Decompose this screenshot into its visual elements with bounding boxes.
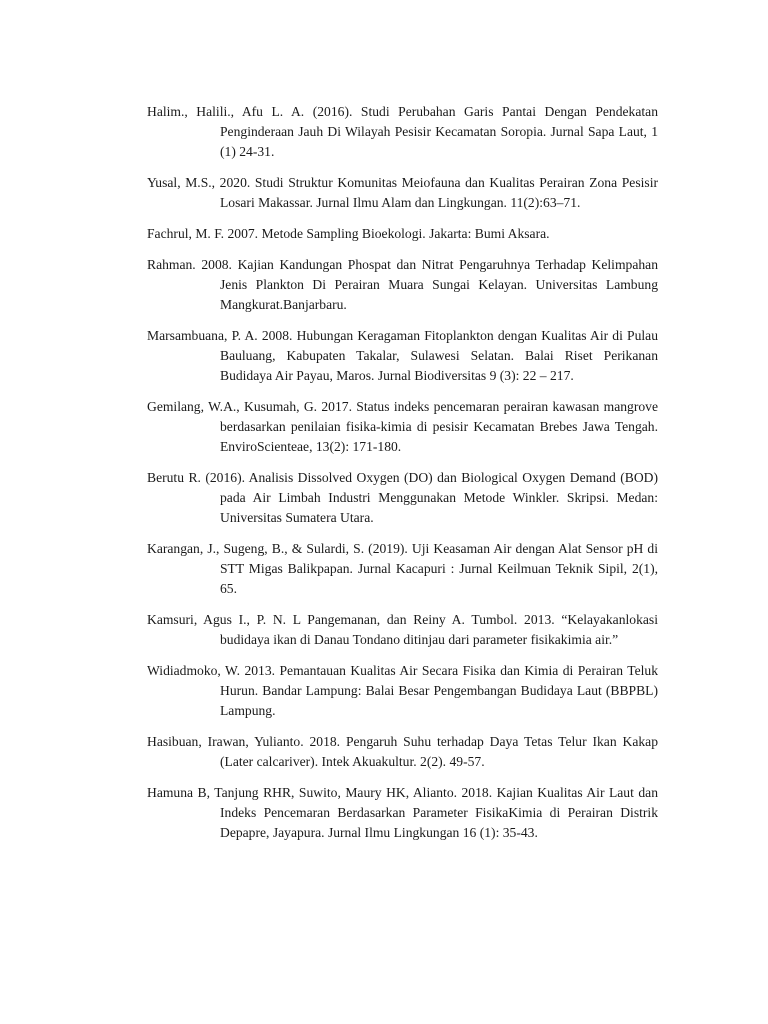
reference-entry: Kamsuri, Agus I., P. N. L Pangemanan, dan Reiny A. Tumbol. 2013. “Kelayakanlokasi budidaya ikan di Danau Tondano ditinjau dari parameter fisikakimia air.” bbox=[147, 612, 658, 647]
reference-entry: Karangan, J., Sugeng, B., & Sulardi, S. (2019). Uji Keasaman Air dengan Alat Sensor pH di STT Migas Balikpapan. Jurnal Kacapuri : Jurnal Keilmuan Teknik Sipil, 2(1), 65. bbox=[147, 541, 658, 596]
reference-entry: Fachrul, M. F. 2007. Metode Sampling Bioekologi. Jakarta: Bumi Aksara. bbox=[147, 226, 550, 241]
reference-entry: Halim., Halili., Afu L. A. (2016). Studi Perubahan Garis Pantai Dengan Pendekatan Penginderaan Jauh Di Wilayah Pesisir Kecamatan Soropia. Jurnal Sapa Laut, 1 (1) 24-31. bbox=[147, 104, 658, 159]
reference-entry: Yusal, M.S., 2020. Studi Struktur Komunitas Meiofauna dan Kualitas Perairan Zona Pesisir Losari Makassar. Jurnal Ilmu Alam dan Lingkungan. 11(2):63–71. bbox=[147, 175, 658, 210]
reference-entry: Marsambuana, P. A. 2008. Hubungan Keragaman Fitoplankton dengan Kualitas Air di Pulau Bauluang, Kabupaten Takalar, Sulawesi Selatan. Balai Riset Perikanan Budidaya Air Payau, Maros. Jurnal Biodiversitas 9 (3): 22 – 217. bbox=[147, 328, 658, 383]
reference-entry: Rahman. 2008. Kajian Kandungan Phospat dan Nitrat Pengaruhnya Terhadap Kelimpahan Jenis Plankton Di Perairan Muara Sungai Kelayan. Universitas Lambung Mangkurat.Banjarbaru. bbox=[147, 257, 658, 312]
reference-entry: Hamuna B, Tanjung RHR, Suwito, Maury HK, Alianto. 2018. Kajian Kualitas Air Laut dan Indeks Pencemaran Berdasarkan Parameter FisikaKimia di Perairan Distrik Depapre, Jayapura. Jurnal Ilmu Lingkungan 16 (1): 35-43. bbox=[147, 785, 658, 840]
reference-entry: Berutu R. (2016). Analisis Dissolved Oxygen (DO) dan Biological Oxygen Demand (BOD) pada Air Limbah Industri Menggunakan Metode Winkler. Skripsi. Medan: Universitas Sumatera Utara. bbox=[147, 470, 658, 525]
reference-entry: Widiadmoko, W. 2013. Pemantauan Kualitas Air Secara Fisika dan Kimia di Perairan Teluk Hurun. Bandar Lampung: Balai Besar Pengembangan Budidaya Laut (BBPBL) Lampung. bbox=[147, 663, 658, 718]
reference-list bbox=[147, 102, 658, 854]
reference-entry: Gemilang, W.A., Kusumah, G. 2017. Status indeks pencemaran perairan kawasan mangrove berdasarkan penilaian fisika-kimia di pesisir Kecamatan Brebes Jawa Tengah. EnviroScienteae, 13(2): 171-180. bbox=[147, 399, 658, 454]
reference-entry: Hasibuan, Irawan, Yulianto. 2018. Pengaruh Suhu terhadap Daya Tetas Telur Ikan Kakap (Later calcariver). Intek Akuakultur. 2(2). 49-57. bbox=[147, 734, 658, 769]
